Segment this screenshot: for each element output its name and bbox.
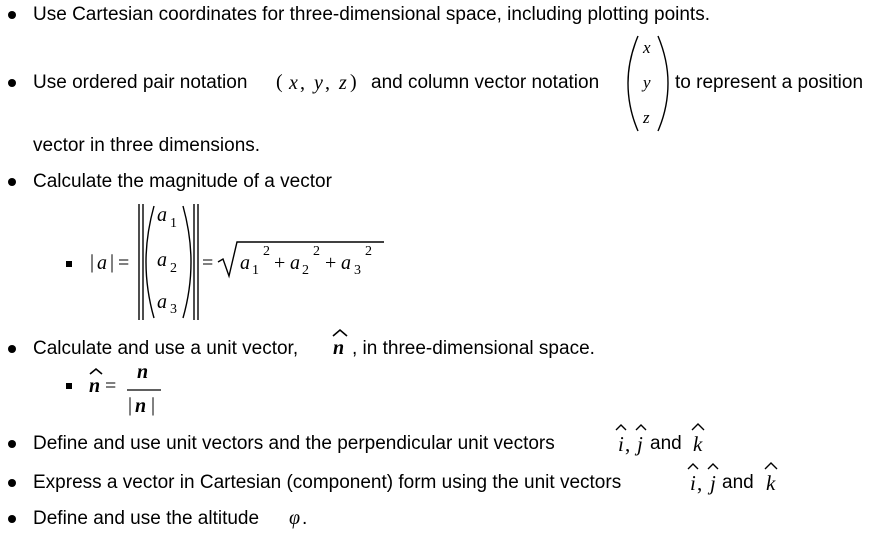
comma: , [697,471,703,495]
comma: , [625,432,631,456]
bullet-dot [8,11,16,19]
bullet-dot [8,440,16,448]
list-item-text: Use Cartesian coordinates for three-dimensional space, including plotting points. [33,4,710,25]
fraction-numerator: n [137,361,149,383]
matrix-right-paren [183,206,191,318]
component-a: a [157,204,167,226]
list-item-text: . [302,508,308,529]
unit-vector-i: i [690,471,696,495]
tuple-open-paren: ( [276,71,283,93]
list-item-text: Use ordered pair notation [33,72,248,93]
list-item-text: Calculate the magnitude of a vector [33,171,332,192]
tuple-y: y [314,72,323,94]
component-a: a [157,291,167,313]
subscript: 1 [252,263,259,278]
radicand-a: a [290,252,300,274]
list-item-text-continued: vector in three dimensions. [33,135,261,156]
radicand-a: a [341,252,351,274]
subscript: 2 [302,263,309,278]
superscript: 2 [313,244,320,259]
abs-bar: | [90,251,95,273]
list-item-text: and column vector notation [371,72,600,93]
unit-vector-i: i [618,432,624,456]
unit-vector-k: k [766,471,776,495]
list-item-text: Define and use the altitude [33,508,260,529]
matrix-left-paren [146,206,154,318]
subscript: 1 [170,216,177,231]
subscript: 3 [354,263,361,278]
hat-k-b6 [765,463,777,469]
hat-j-b5 [636,425,646,430]
bullet-dot [8,178,16,186]
superscript: 2 [263,244,270,259]
formula-var: a [97,252,107,274]
unit-vector-j: j [637,432,643,456]
list-item-text: Calculate and use a unit vector, [33,338,299,359]
abs-bar: | [110,251,115,273]
list-item-text: and [650,433,682,454]
plus-sign: + [325,252,337,274]
tuple-close-paren: ) [350,71,357,93]
tuple-comma: , [300,72,305,94]
bullet-dot [8,479,16,487]
sub-bullet-square [66,261,72,267]
fraction-denominator: n [135,395,147,417]
plus-sign: + [274,252,286,274]
hat-n-inline [333,330,347,336]
column-vector-z: z [643,108,650,127]
subscript: 2 [170,261,177,276]
equals-sign: = [118,252,130,274]
superscript: 2 [365,244,372,259]
abs-bar: | [151,394,156,416]
unit-vector-j: j [710,471,716,495]
radicand-a: a [240,252,250,274]
hat-i-b6 [688,464,698,469]
equals-sign: = [105,375,117,397]
abs-bar: | [128,394,133,416]
hat-j-b6 [708,464,718,469]
subscript: 3 [170,302,177,317]
list-item-text: Express a vector in Cartesian (component) form using the unit vectors [33,472,622,493]
hat-i-b5 [616,425,626,430]
list-item-text: , in three-dimensional space. [352,338,595,359]
formula-lhs-n: n [89,375,101,397]
list-item-text: and [722,472,754,493]
column-vector-x: x [643,38,651,57]
unit-vector-k: k [693,432,703,456]
list-item-text: Define and use unit vectors and the perpendicular unit vectors [33,433,555,454]
column-vector-y: y [643,73,651,92]
list-item-text: to represent a position [675,72,864,93]
component-a: a [157,249,167,271]
hat-k-b5 [692,424,704,430]
unit-vector-n: n [333,337,345,359]
equals-sign: = [202,252,214,274]
column-vector-right-paren [658,36,668,131]
tuple-x: x [289,72,298,94]
sub-bullet-square [66,383,72,389]
bullet-dot [8,515,16,523]
altitude-phi: φ [289,507,301,529]
bullet-dot [8,345,16,353]
column-vector-left-paren [628,36,638,131]
hat-n-formula [90,369,102,374]
tuple-comma: , [325,72,330,94]
tuple-z: z [339,72,347,94]
bullet-dot [8,79,16,87]
